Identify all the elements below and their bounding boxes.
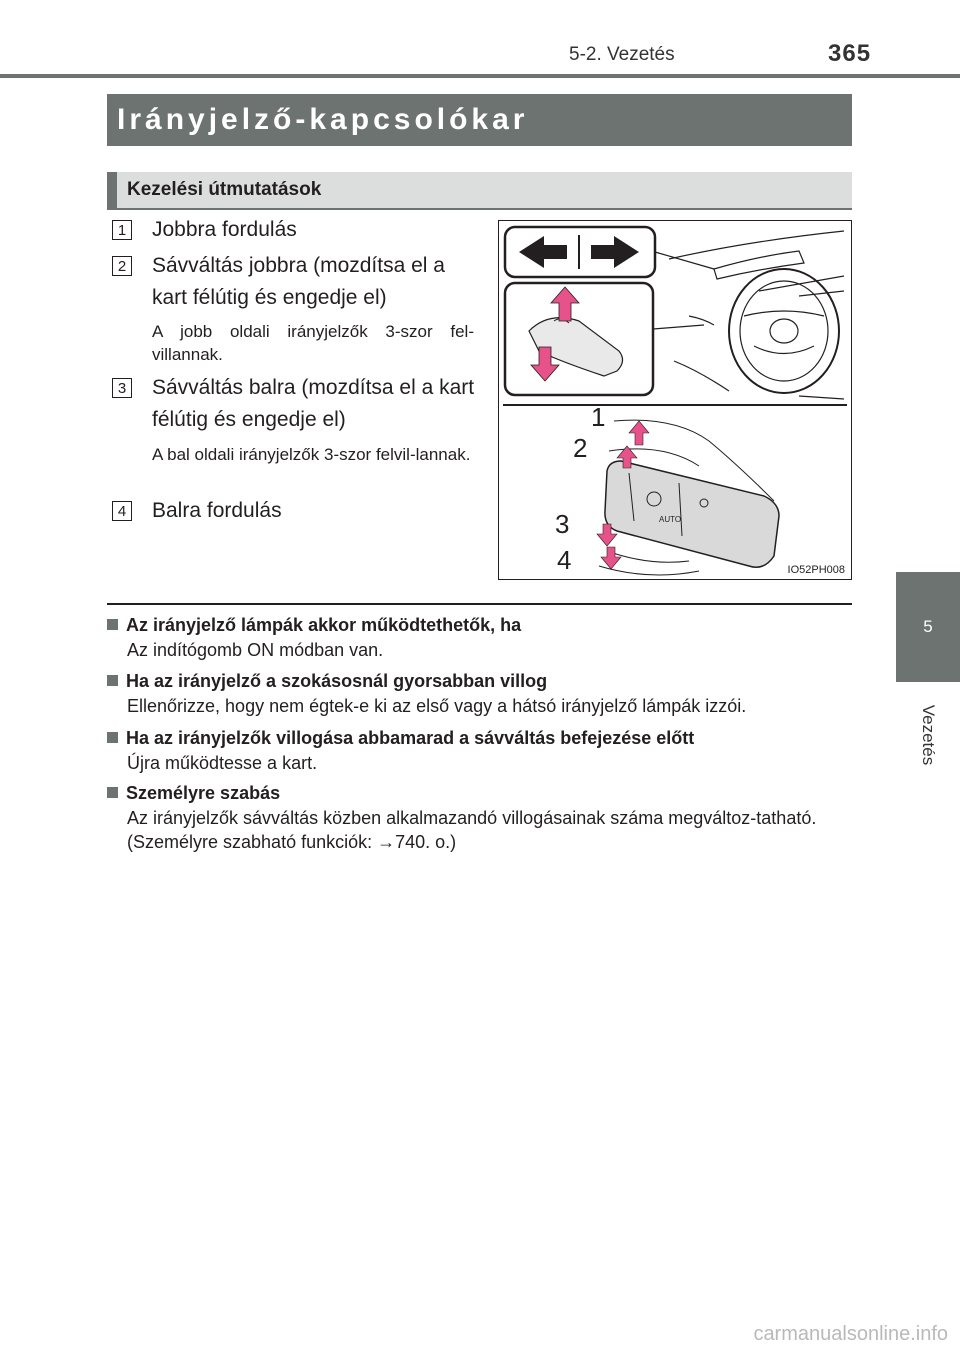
page-title: Irányjelző-kapcsolókar: [107, 94, 852, 146]
step-text: Sávváltás jobbra (mozdítsa el a kart félútig és engedje el): [152, 254, 445, 309]
switch-auto-label: AUTO: [659, 515, 682, 524]
chapter-label: [903, 690, 953, 780]
info-heading: [107, 725, 852, 751]
content-divider: [107, 603, 852, 605]
section-underline: [107, 208, 852, 210]
direction-arrows-inset: [505, 227, 714, 277]
header-rule: [0, 74, 960, 78]
step-2: [112, 250, 482, 314]
step-number: 2: [112, 256, 132, 276]
watermark: carmanualsonline.info: [753, 1323, 948, 1345]
figure-code: IO52PH008: [787, 564, 845, 576]
turn-signal-figure: [498, 220, 852, 580]
dashboard-drawing: [669, 231, 844, 399]
step-text: Jobbra fordulás: [152, 218, 297, 241]
info-heading: [107, 668, 852, 694]
step-text: Balra fordulás: [152, 499, 282, 522]
bullet-square-icon: [107, 675, 118, 686]
lever-inset: [505, 283, 704, 395]
step-4: [112, 495, 482, 527]
step-number: 1: [112, 220, 132, 240]
figure-illustration: [499, 221, 850, 578]
step-number: 4: [112, 501, 132, 521]
info-body: Ellenőrizze, hogy nem égtek-e ki az első vagy a hátsó irányjelző lámpák izzói.: [127, 696, 747, 716]
info-block-2: [107, 668, 852, 718]
chapter-label-text: Vezetés: [919, 704, 938, 766]
info-heading: [107, 780, 852, 806]
callout-1: 1: [591, 402, 606, 432]
page-number: 365: [828, 40, 872, 67]
info-body: Újra működtesse a kart.: [127, 753, 318, 773]
arrow-4-icon: [601, 547, 621, 569]
info-body: Az indítógomb ON módban van.: [127, 640, 384, 660]
callout-4: 4: [557, 545, 572, 575]
step-1: [112, 214, 482, 246]
info-heading: [107, 612, 852, 638]
lever-closeup: [555, 402, 779, 575]
bullet-square-icon: [107, 787, 118, 798]
info-heading-text: Ha az irányjelzők villogása abbamarad a sávváltás befejezése előtt: [126, 728, 695, 748]
step-2-note: A jobb oldali irányjelzők 3-szor fel-villannak.: [152, 322, 474, 364]
chapter-tab: 5: [896, 572, 960, 682]
step-3: [112, 372, 482, 436]
info-heading-text: Személyre szabás: [126, 783, 281, 803]
step-3-note: A bal oldali irányjelzők 3-szor felvil-lannak.: [152, 445, 471, 464]
bullet-square-icon: [107, 732, 118, 743]
callout-3: 3: [555, 509, 570, 539]
info-heading-text: Ha az irányjelző a szokásosnál gyorsabban villog: [126, 671, 548, 691]
info-block-1: [107, 612, 852, 662]
info-block-4: [107, 780, 852, 854]
step-text: Sávváltás balra (mozdítsa el a kart félútig és engedje el): [152, 376, 475, 431]
callout-2: 2: [573, 433, 588, 463]
section-title: Kezelési útmutatások: [107, 172, 852, 208]
step-number: 3: [112, 378, 132, 398]
bullet-square-icon: [107, 619, 118, 630]
info-body: Az irányjelzők sávváltás közben alkalmazandó villogásainak száma megváltoz-tatható. (Személyre szabható funkciók: →740. o.): [127, 808, 817, 852]
info-block-3: [107, 725, 852, 775]
arrow-1-icon: [629, 421, 649, 445]
section-header: 5-2. Vezetés: [569, 44, 675, 65]
info-heading-text: Az irányjelző lámpák akkor működtethetők, ha: [126, 615, 522, 635]
